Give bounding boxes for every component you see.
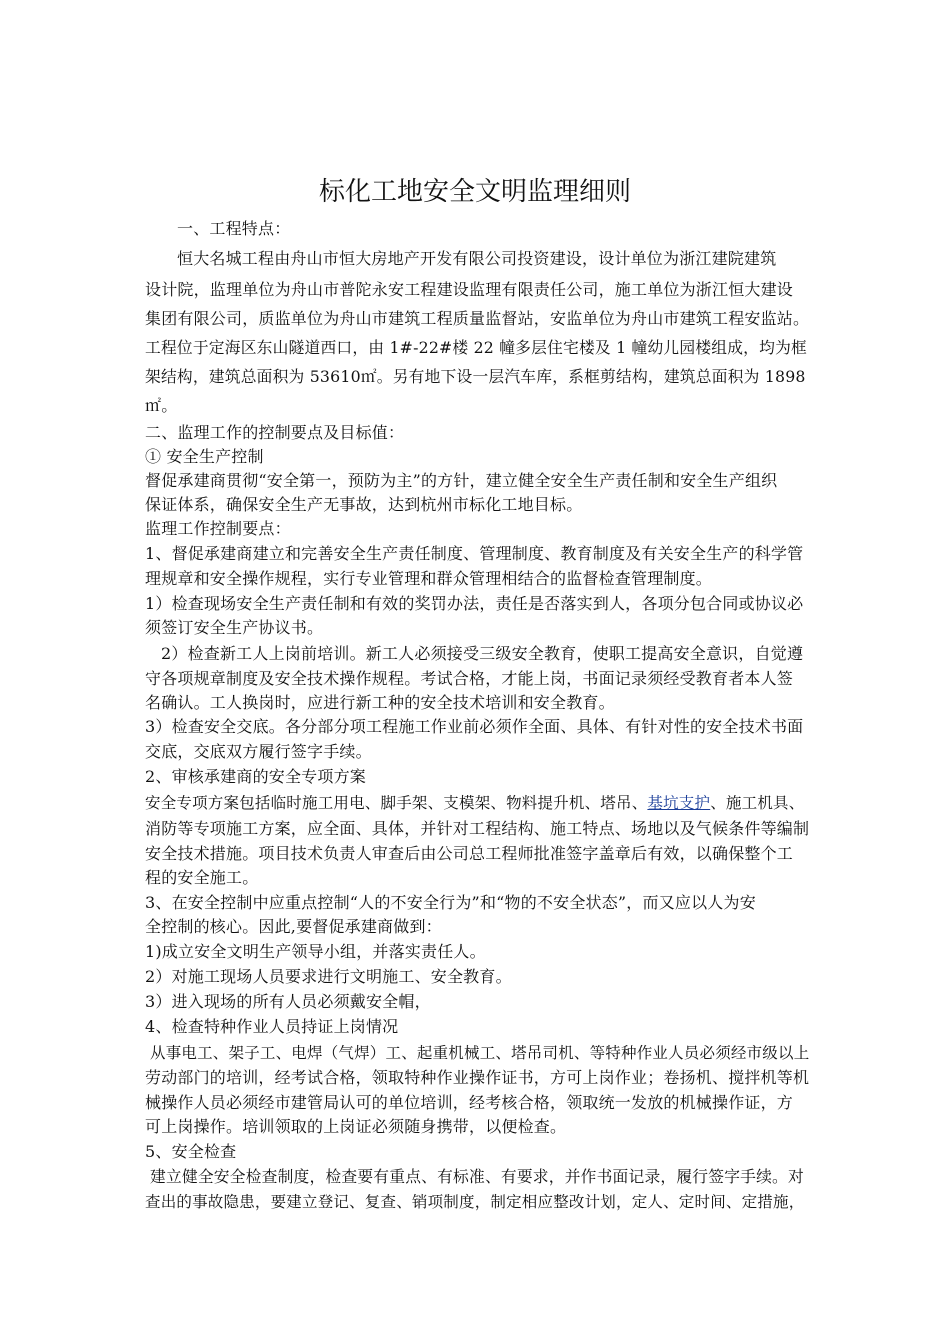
paragraph-line: 守各项规章制度及安全技术操作规程。考试合格，才能上岗，书面记录须经受教育者本人签 — [145, 669, 794, 688]
paragraph-line: 集团有限公司，质监单位为舟山市建筑工程质量监督站，安监单位为舟山市建筑工程安监站。 — [145, 309, 810, 328]
paragraph-line: 2、审核承建商的安全专项方案 — [145, 767, 366, 786]
section-heading: 二、监理工作的控制要点及目标值： — [145, 423, 405, 442]
paragraph-line: 恒大名城工程由舟山市恒大房地产开发有限公司投资建设，设计单位为浙江建院建筑 — [177, 249, 777, 268]
paragraph-line: 5、安全检查 — [145, 1142, 237, 1161]
paragraph-line: 督促承建商贯彻“安全第一，预防为主”的方针，建立健全安全生产责任制和安全生产组织 — [145, 471, 778, 490]
paragraph-line: 监理工作控制要点： — [145, 519, 291, 538]
paragraph-line: 3）进入现场的所有人员必须戴安全帽， — [145, 992, 431, 1011]
paragraph-line: 建立健全安全检查制度，检查要有重点、有标准、有要求，并作书面记录，履行签字手续。对 — [150, 1167, 804, 1186]
paragraph-line: 2）对施工现场人员要求进行文明施工、安全教育。 — [145, 967, 512, 986]
paragraph-line: ㎡。 — [145, 396, 178, 415]
paragraph-line: 交底，交底双方履行签字手续。 — [145, 742, 372, 761]
paragraph-line: 保证体系，确保安全生产无事故，达到杭州市标化工地目标。 — [145, 495, 583, 514]
line-text: 、施工机具、 — [710, 794, 805, 812]
paragraph-line: 查出的事故隐患，要建立登记、复查、销项制度，制定相应整改计划，定人、定时间、定措施， — [145, 1193, 805, 1211]
paragraph-line: 械操作人员必须经市建管局认可的单位培训，经考核合格，领取统一发放的机械操作证，方 — [145, 1093, 794, 1112]
paragraph-line: 全控制的核心。因此,要督促承建商做到： — [145, 917, 442, 936]
foundation-support-link[interactable]: 基坑支护 — [647, 794, 711, 812]
line-text: 安全专项方案包括临时施工用电、脚手架、支模架、物料提升机、塔吊、 — [145, 794, 648, 812]
paragraph-line: 理规章和安全操作规程，实行专业管理和群众管理相结合的监督检查管理制度。 — [145, 569, 713, 588]
paragraph-line: 4、检查特种作业人员持证上岗情况 — [145, 1017, 399, 1036]
paragraph-line: 架结构，建筑总面积为 53610㎡。另有地下设一层汽车库，系框剪结构，建筑总面积为 1898 — [145, 367, 806, 386]
paragraph-line: 程的安全施工。 — [145, 868, 259, 887]
paragraph-line: 1)成立安全文明生产领导小组，并落实责任人。 — [145, 942, 486, 961]
paragraph-line: 名确认。工人换岗时，应进行新工种的安全技术培训和安全教育。 — [145, 693, 615, 712]
paragraph-line: 工程位于定海区东山隧道西口，由 1#-22#楼 22 幢多层住宅楼及 1 幢幼儿园楼组成，均为框 — [145, 338, 807, 357]
paragraph-line — [145, 792, 804, 814]
paragraph-line: 1）检查现场安全生产责任制和有效的奖罚办法，责任是否落实到人，各项分包合同或协议必 — [145, 594, 804, 613]
paragraph-line: 消防等专项施工方案，应全面、具体，并针对工程结构、施工特点、场地以及气候条件等编制 — [145, 819, 810, 838]
paragraph-line: 劳动部门的培训，经考试合格，领取特种作业操作证书，方可上岗作业；卷扬机、搅拌机等机 — [145, 1068, 810, 1087]
paragraph-line: 2）检查新工人上岗前培训。新工人必须接受三级安全教育，使职工提高安全意识，自觉遵 — [161, 644, 804, 663]
paragraph-line: 设计院，监理单位为舟山市普陀永安工程建设监理有限责任公司，施工单位为浙江恒大建设 — [145, 280, 794, 299]
paragraph-line: 3、在安全控制中应重点控制“人的不安全行为”和“物的不安全状态”，而又应以人为安 — [145, 893, 756, 912]
paragraph-line: 从事电工、架子工、电焊（气焊）工、起重机械工、塔吊司机、等特种作业人员必须经市级以上 — [150, 1044, 810, 1062]
document-title: 标化工地安全文明监理细则 — [318, 177, 631, 207]
paragraph-line: 安全技术措施。项目技术负责人审查后由公司总工程师批准签字盖章后有效，以确保整个工 — [145, 844, 794, 863]
paragraph-line: 可上岗操作。培训领取的上岗证必须随身携带，以便检查。 — [145, 1117, 567, 1136]
paragraph-line: 1、督促承建商建立和完善安全生产责任制度、管理制度、教育制度及有关安全生产的科学管 — [145, 544, 804, 563]
section-heading: 一、工程特点： — [177, 219, 291, 238]
paragraph-line: 须签订安全生产协议书。 — [145, 618, 324, 637]
paragraph-line: 3）检查安全交底。各分部分项工程施工作业前必须作全面、具体、有针对性的安全技术书面 — [145, 717, 804, 736]
subsection-heading: ① 安全生产控制 — [145, 447, 264, 466]
